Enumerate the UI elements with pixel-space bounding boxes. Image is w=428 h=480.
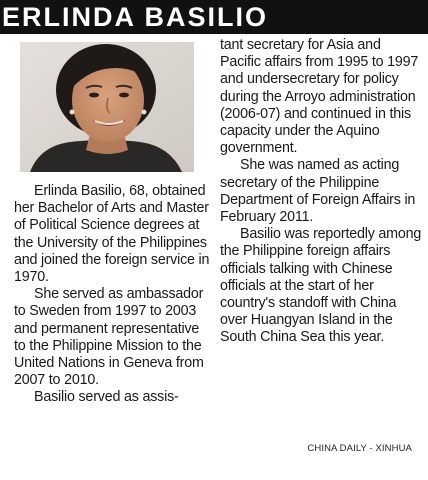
article-right-column: [220, 37, 422, 347]
article-paragraph: She served as ambassador to Sweden from 1997 to 2003 and permanent representative to the Philippine Mission to the United Nations in Geneva from 2007 to 2010.: [14, 286, 204, 389]
article-paragraph: Erlinda Basilio, 68, obtained her Bachelor of Arts and Master of Political Science degrees at the University of the Philippines and joined the foreign service in 1970.: [14, 183, 210, 286]
header-banner: [0, 0, 428, 34]
page-title: ERLINDA BASILIO: [2, 2, 268, 32]
photo-credit: CHINA DAILY - XINHUA: [307, 443, 412, 454]
article-paragraph: Basilio served as assis-: [34, 389, 179, 406]
article-paragraph: Basilio was reportedly among the Philippine foreign affairs officials talking with Chinese officials at the start of her country's standoff with China over Huangyan Island in the South China Sea this year.: [220, 226, 422, 346]
article-paragraph: tant secretary for Asia and Pacific affairs from 1995 to 1997 and undersecretary for policy during the Arroyo administration (2006-07) and continued in this capacity under the Aquino government.: [220, 37, 419, 157]
portrait-photo: [20, 42, 194, 172]
article-left-column: [14, 183, 214, 407]
article-paragraph: She was named as acting secretary of the Philippine Department of Foreign Affairs in February 2011.: [220, 157, 416, 226]
